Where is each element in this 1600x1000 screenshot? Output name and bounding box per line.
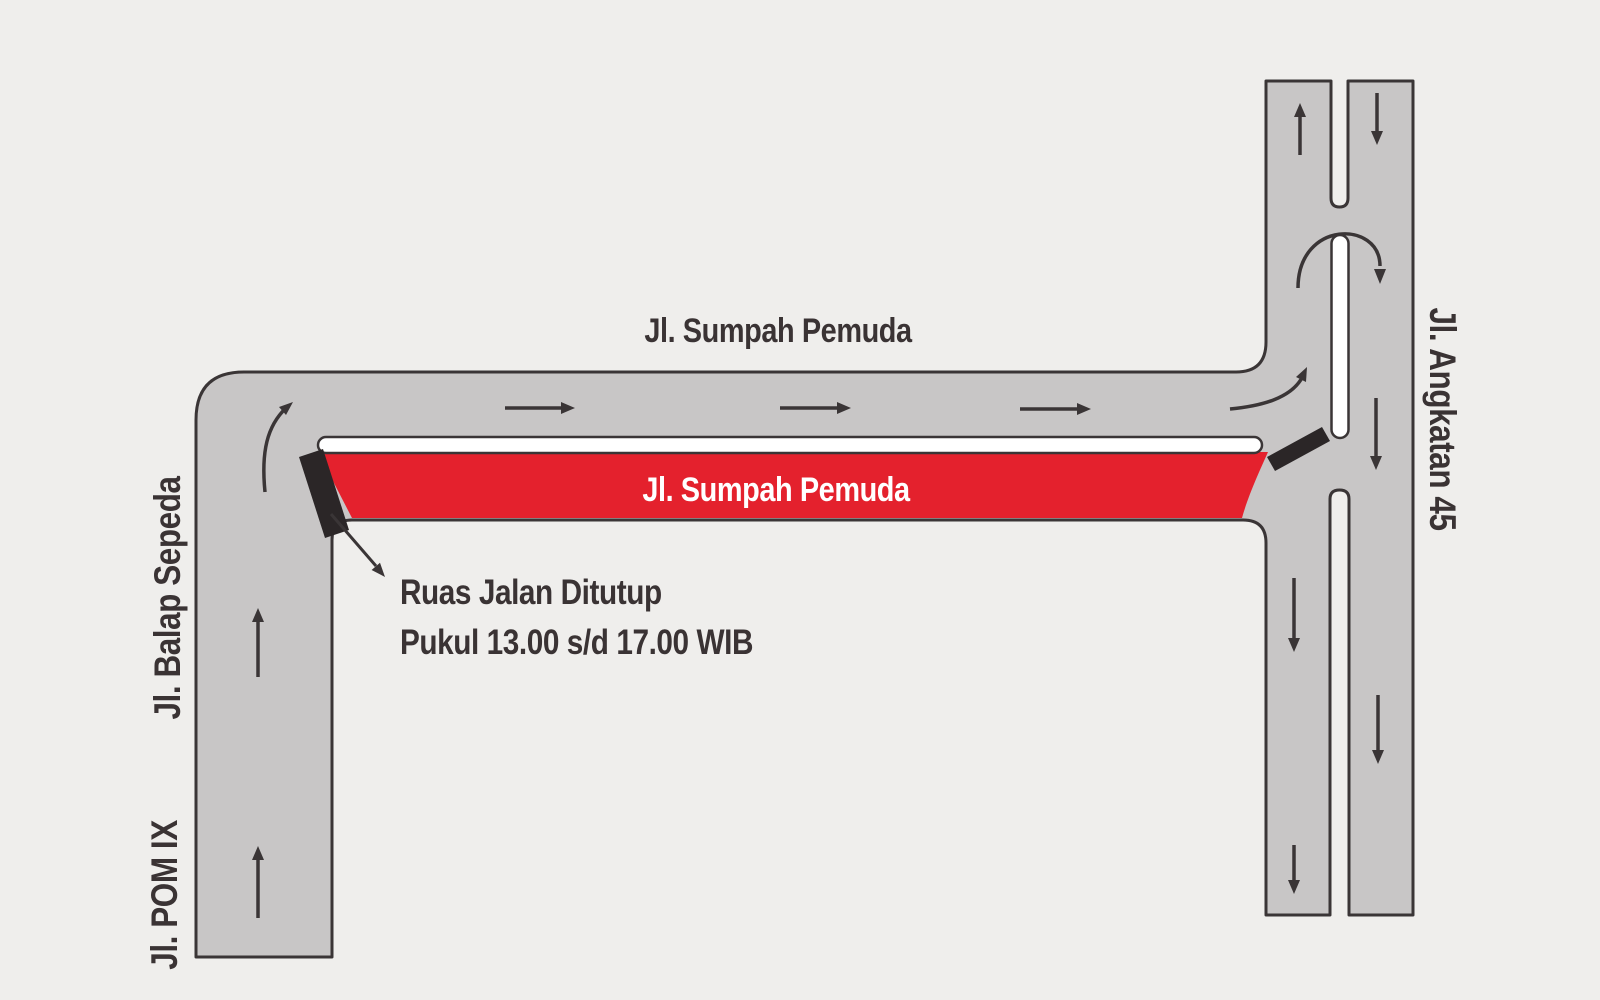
closure-annotation-line2: Pukul 13.00 s/d 17.00 WIB	[400, 622, 754, 662]
right-road-label: Jl. Angkatan 45	[1421, 307, 1463, 531]
closure-annotation-line1: Ruas Jalan Ditutup	[400, 572, 662, 612]
right-road-median-island	[1332, 235, 1349, 438]
left-road-lower-label: Jl. POM IX	[144, 820, 186, 970]
top-road-label: Jl. Sumpah Pemuda	[644, 310, 912, 350]
horizontal-road-median	[318, 437, 1262, 453]
left-road-upper-label: Jl. Balap Sepeda	[147, 476, 189, 720]
closed-road-label: Jl. Sumpah Pemuda	[642, 469, 910, 509]
